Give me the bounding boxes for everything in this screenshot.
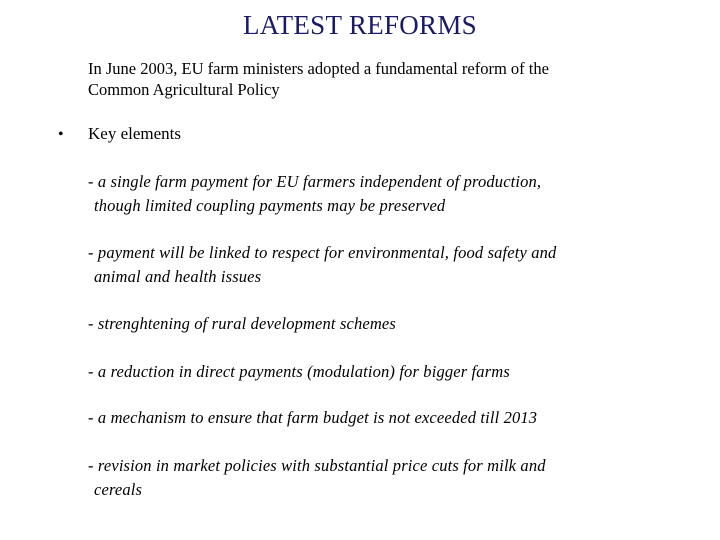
list-item-line-1: - a single farm payment for EU farmers independent of production, bbox=[88, 172, 542, 191]
bullet-icon: • bbox=[58, 126, 64, 143]
list-item bbox=[88, 360, 648, 384]
list-item bbox=[88, 170, 648, 218]
list-item bbox=[88, 241, 648, 289]
slide-title: LATEST REFORMS bbox=[242, 10, 477, 40]
list-item-line-1: - payment will be linked to respect for environmental, food safety and bbox=[88, 243, 557, 262]
list-item-line-2: though limited coupling payments may be preserved bbox=[94, 196, 446, 215]
list-item-line-1: - strenghtening of rural development schemes bbox=[88, 314, 396, 333]
key-elements-heading: Key elements bbox=[88, 124, 181, 143]
intro-line-2: Common Agricultural Policy bbox=[88, 80, 280, 99]
list-item-line-2: cereals bbox=[94, 480, 143, 499]
list-item bbox=[88, 312, 648, 336]
list-item-line-1: - a reduction in direct payments (modulation) for bigger farms bbox=[88, 362, 510, 381]
list-item-line-1: - a mechanism to ensure that farm budget is not exceeded till 2013 bbox=[88, 408, 538, 427]
intro-paragraph bbox=[88, 58, 648, 100]
list-item-line-1: - revision in market policies with substantial price cuts for milk and bbox=[88, 456, 546, 475]
list-item bbox=[88, 406, 648, 430]
intro-line-1: In June 2003, EU farm ministers adopted a fundamental reform of the bbox=[88, 59, 549, 78]
list-item bbox=[88, 454, 648, 502]
list-item-line-2: animal and health issues bbox=[94, 267, 262, 286]
